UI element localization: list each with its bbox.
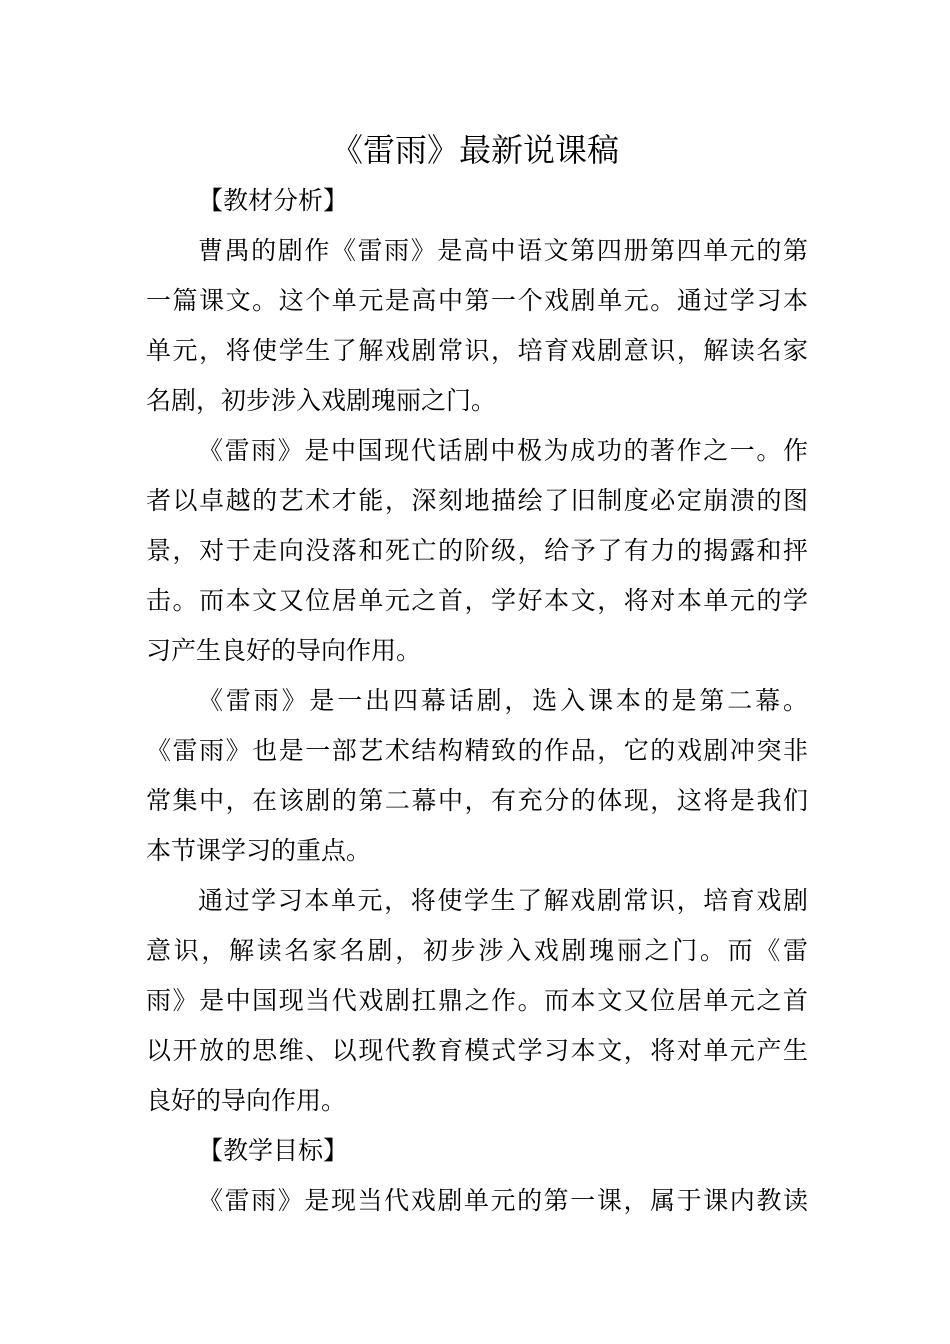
paragraph-line: 通过学习本单元，将使学生了解戏剧常识，培育戏剧 bbox=[198, 886, 808, 915]
paragraph-line: 常集中，在该剧的第二幕中，有充分的体现，这将是我们 bbox=[146, 786, 808, 815]
paragraph-line: 《雷雨》也是一部艺术结构精致的作品，它的戏剧冲突非 bbox=[146, 736, 808, 765]
document-body bbox=[146, 176, 808, 1226]
paragraph-line: 名剧，初步涉入戏剧瑰丽之门。 bbox=[146, 386, 497, 415]
paragraph-line: 《雷雨》是一出四幕话剧，选入课本的是第二幕。 bbox=[198, 686, 808, 715]
paragraph-line: 《雷雨》是现当代戏剧单元的第一课，属于课内教读 bbox=[198, 1186, 808, 1215]
section-heading-textbook-analysis: 【教材分析】 bbox=[198, 186, 349, 215]
paragraph-line: 以开放的思维、以现代教育模式学习本文，将对单元产生 bbox=[146, 1036, 808, 1065]
paragraph-line: 雨》是中国现当代戏剧扛鼎之作。而本文又位居单元之首 bbox=[146, 986, 808, 1015]
paragraph bbox=[146, 426, 808, 676]
paragraph-line: 曹禺的剧作《雷雨》是高中语文第四册第四单元的第 bbox=[198, 236, 808, 265]
paragraph-line: 单元，将使学生了解戏剧常识，培育戏剧意识，解读名家 bbox=[146, 336, 808, 365]
section-heading-teaching-objectives: 【教学目标】 bbox=[198, 1136, 349, 1165]
paragraph-line: 击。而本文又位居单元之首，学好本文，将对本单元的学 bbox=[146, 586, 808, 615]
paragraph-line: 意识，解读名家名剧，初步涉入戏剧瑰丽之门。而《雷 bbox=[146, 936, 808, 965]
paragraph-line: 良好的导向作用。 bbox=[146, 1086, 347, 1115]
paragraph-line: 景，对于走向没落和死亡的阶级，给予了有力的揭露和抨 bbox=[146, 536, 808, 565]
paragraph bbox=[146, 876, 808, 1126]
paragraph-line: 一篇课文。这个单元是高中第一个戏剧单元。通过学习本 bbox=[146, 286, 808, 315]
paragraph bbox=[146, 226, 808, 426]
document-title: 《雷雨》最新说课稿 bbox=[330, 131, 619, 169]
paragraph-line: 《雷雨》是中国现代话剧中极为成功的著作之一。作 bbox=[198, 436, 808, 465]
paragraph bbox=[146, 676, 808, 876]
paragraph-line: 习产生良好的导向作用。 bbox=[146, 636, 422, 665]
paragraph-line: 本节课学习的重点。 bbox=[146, 836, 372, 865]
paragraph-line: 者以卓越的艺术才能，深刻地描绘了旧制度必定崩溃的图 bbox=[146, 486, 808, 515]
paragraph bbox=[146, 1176, 808, 1226]
